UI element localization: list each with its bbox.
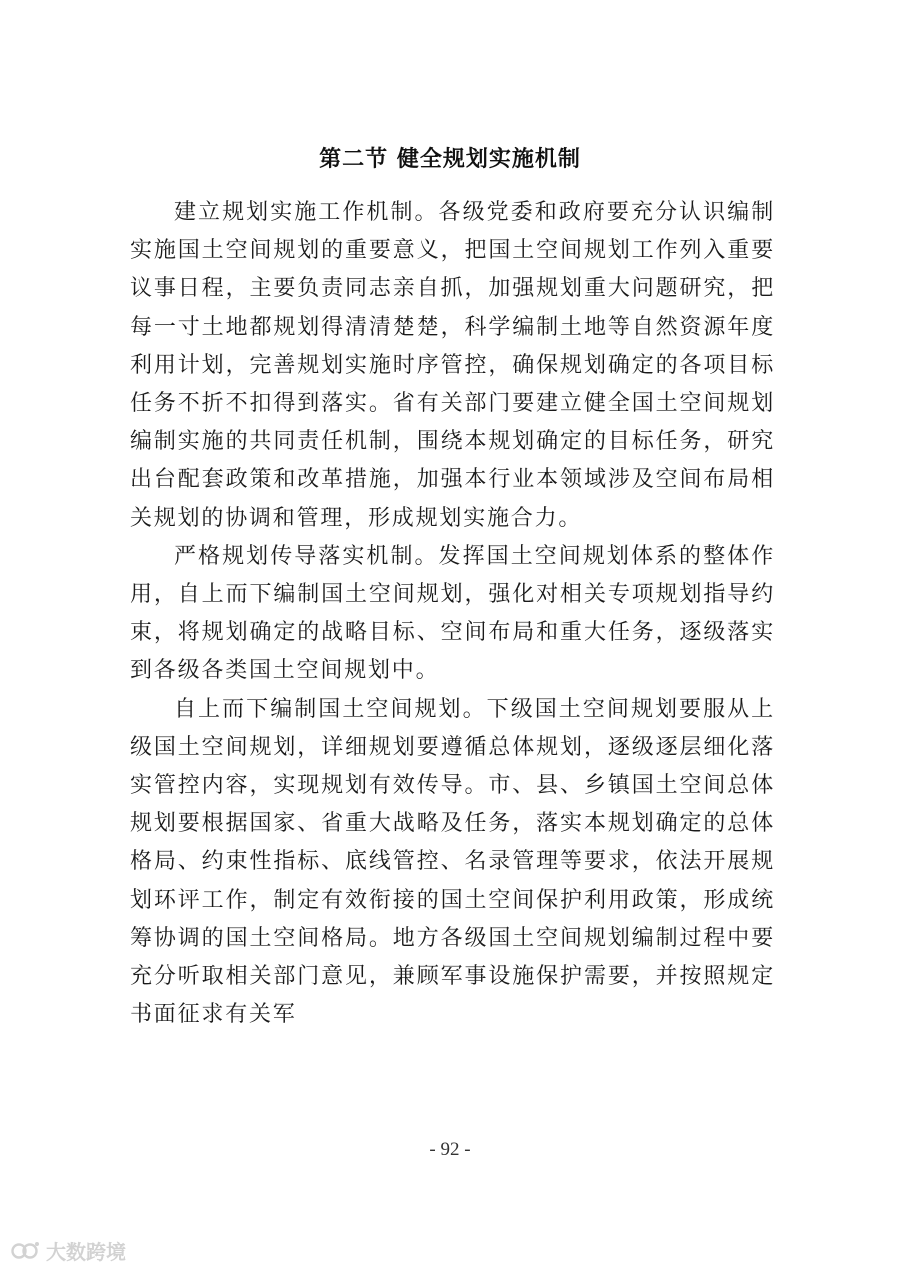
- paragraph-1-body: 各级党委和政府要充分认识编制实施国土空间规划的重要意义，把国土空间规划工作列入重要议事日程，主要负责同志亲自抓，加强规划重大问题研究，把每一寸土地都规划得清清楚楚，科学编制土地等自然资源年度利用计划，完善规划实施时序管控，确保规划确定的各项目标任务不折不扣得到落实。省有关部门要建立健全国土空间规划编制实施的共同责任机制，围绕本规划确定的目标任务，研究出台配套政策和改革措施，加强本行业本领域涉及空间布局相关规划的协调和管理，形成规划实施合力。: [130, 200, 775, 531]
- paragraph-3: [130, 691, 775, 1035]
- paragraph-3-body: 自上而下编制国土空间规划。下级国土空间规划要服从上级国土空间规划，详细规划要遵循总体规划，逐级逐层细化落实管控内容，实现规划有效传导。市、县、乡镇国土空间总体规划要根据国家、省重大战略及任务，落实本规划确定的总体格局、约束性指标、底线管控、名录管理等要求，依法开展规划环评工作，制定有效衔接的国土空间保护利用政策，形成统筹协调的国土空间格局。地方各级国土空间规划编制过程中要充分听取相关部门意见，兼顾军事设施保护需要，并按照规定书面征求有关军: [130, 696, 775, 1028]
- paragraph-1-lead: 建立规划实施工作机制。: [174, 200, 439, 225]
- page-number: - 92 -: [429, 1139, 471, 1160]
- section-title: 第二节 健全规划实施机制: [319, 147, 581, 172]
- body-text: [130, 194, 775, 1034]
- watermark-logo-icon: [10, 1240, 40, 1262]
- watermark-text: 大数跨境: [46, 1240, 126, 1264]
- watermark: [10, 1236, 126, 1265]
- paragraph-2-body: 发挥国土空间规划体系的整体作用，自上而下编制国土空间规划，强化对相关专项规划指导约束，将规划确定的战略目标、空间布局和重大任务，逐级落实到各级各类国土空间规划中。: [130, 543, 775, 684]
- paragraph-1: [130, 194, 775, 538]
- paragraph-2-lead: 严格规划传导落实机制。: [174, 543, 439, 569]
- paragraph-2: [130, 538, 775, 691]
